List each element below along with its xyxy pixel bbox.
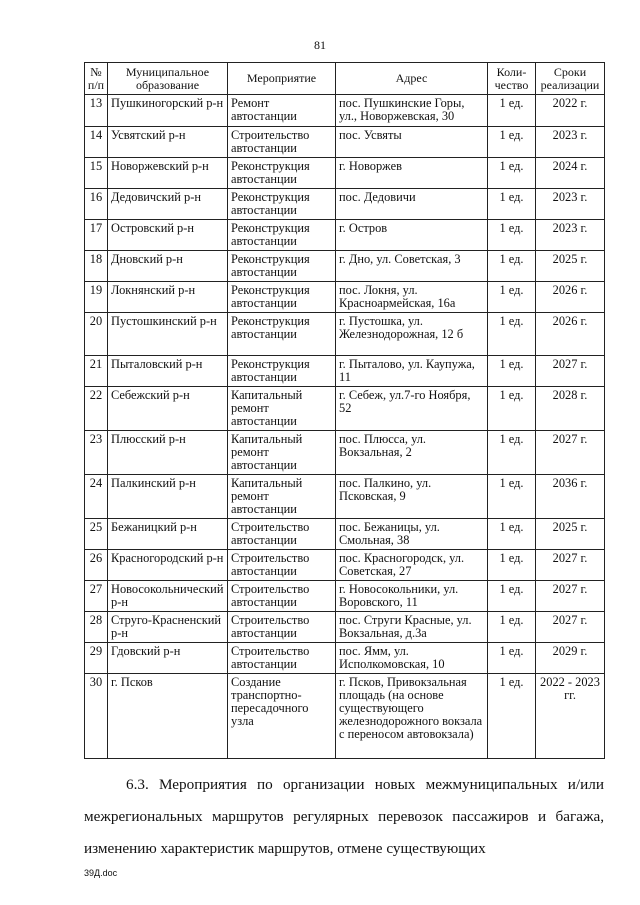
cell-event: Строительство автостанции bbox=[228, 550, 336, 581]
cell-period: 2023 г. bbox=[536, 189, 605, 220]
cell-event: Реконструкция автостанции bbox=[228, 282, 336, 313]
table-row bbox=[85, 95, 605, 127]
section-text bbox=[84, 769, 604, 865]
cell-num: 25 bbox=[85, 519, 108, 550]
cell-num: 30 bbox=[85, 674, 108, 759]
table-row bbox=[85, 356, 605, 387]
section-paragraph: 6.3. Мероприятия по организации новых межмуниципальных и/или межрегиональных маршрутов регулярных перевозок пассажиров и багажа, изменению характеристик маршрутов, отмене существующих bbox=[84, 776, 604, 857]
cell-municipality: Дедовичский р-н bbox=[108, 189, 228, 220]
cell-event: Реконструкция автостанции bbox=[228, 251, 336, 282]
cell-num: 20 bbox=[85, 313, 108, 356]
cell-quantity: 1 ед. bbox=[488, 251, 536, 282]
table-row bbox=[85, 431, 605, 475]
cell-num: 18 bbox=[85, 251, 108, 282]
cell-address: пос. Пушкинские Горы, ул., Новоржевская, 30 bbox=[336, 95, 488, 127]
cell-period: 2026 г. bbox=[536, 313, 605, 356]
cell-event: Строительство автостанции bbox=[228, 127, 336, 158]
cell-address: пос. Локня, ул. Красноармейская, 16а bbox=[336, 282, 488, 313]
cell-num: 22 bbox=[85, 387, 108, 431]
cell-quantity: 1 ед. bbox=[488, 550, 536, 581]
header-address: Адрес bbox=[336, 63, 488, 95]
table-row bbox=[85, 550, 605, 581]
cell-municipality: Дновский р-н bbox=[108, 251, 228, 282]
cell-period: 2023 г. bbox=[536, 127, 605, 158]
cell-quantity: 1 ед. bbox=[488, 220, 536, 251]
cell-period: 2025 г. bbox=[536, 519, 605, 550]
cell-quantity: 1 ед. bbox=[488, 431, 536, 475]
cell-municipality: Новоржевский р-н bbox=[108, 158, 228, 189]
cell-event: Строительство автостанции bbox=[228, 643, 336, 674]
cell-address: г. Дно, ул. Советская, 3 bbox=[336, 251, 488, 282]
table-row bbox=[85, 313, 605, 356]
cell-municipality: Себежский р-н bbox=[108, 387, 228, 431]
cell-quantity: 1 ед. bbox=[488, 643, 536, 674]
cell-address: пос. Струги Красные, ул. Вокзальная, д.3а bbox=[336, 612, 488, 643]
cell-num: 14 bbox=[85, 127, 108, 158]
cell-municipality: Локнянский р-н bbox=[108, 282, 228, 313]
cell-quantity: 1 ед. bbox=[488, 581, 536, 612]
cell-address: пос. Дедовичи bbox=[336, 189, 488, 220]
cell-period: 2028 г. bbox=[536, 387, 605, 431]
cell-num: 15 bbox=[85, 158, 108, 189]
header-event: Мероприятие bbox=[228, 63, 336, 95]
cell-municipality: Островский р-н bbox=[108, 220, 228, 251]
cell-quantity: 1 ед. bbox=[488, 356, 536, 387]
table-body bbox=[85, 95, 605, 759]
cell-address: г. Псков, Привокзальная площадь (на основе существующего железнодорожного вокзала с переносом автовокзала) bbox=[336, 674, 488, 759]
cell-event: Реконструкция автостанции bbox=[228, 220, 336, 251]
table-row bbox=[85, 127, 605, 158]
cell-municipality: Гдовский р-н bbox=[108, 643, 228, 674]
cell-num: 21 bbox=[85, 356, 108, 387]
table-row bbox=[85, 220, 605, 251]
cell-num: 24 bbox=[85, 475, 108, 519]
cell-event: Реконструкция автостанции bbox=[228, 189, 336, 220]
cell-address: пос. Ямм, ул. Исполкомовская, 10 bbox=[336, 643, 488, 674]
cell-quantity: 1 ед. bbox=[488, 612, 536, 643]
cell-event: Строительство автостанции bbox=[228, 519, 336, 550]
cell-event: Строительство автостанции bbox=[228, 581, 336, 612]
cell-quantity: 1 ед. bbox=[488, 313, 536, 356]
cell-event: Капитальный ремонт автостанции bbox=[228, 387, 336, 431]
cell-num: 23 bbox=[85, 431, 108, 475]
table-row bbox=[85, 475, 605, 519]
cell-period: 2027 г. bbox=[536, 550, 605, 581]
cell-address: пос. Бежаницы, ул. Смольная, 38 bbox=[336, 519, 488, 550]
cell-quantity: 1 ед. bbox=[488, 189, 536, 220]
cell-municipality: Струго-Красненский р-н bbox=[108, 612, 228, 643]
cell-event: Капитальный ремонт автостанции bbox=[228, 431, 336, 475]
cell-num: 26 bbox=[85, 550, 108, 581]
cell-num: 19 bbox=[85, 282, 108, 313]
cell-period: 2027 г. bbox=[536, 612, 605, 643]
cell-event: Капитальный ремонт автостанции bbox=[228, 475, 336, 519]
table-row bbox=[85, 158, 605, 189]
table-row bbox=[85, 519, 605, 550]
table-row bbox=[85, 581, 605, 612]
cell-address: пос. Усвяты bbox=[336, 127, 488, 158]
cell-period: 2029 г. bbox=[536, 643, 605, 674]
footer-filename: 39Д.doc bbox=[84, 868, 118, 878]
cell-municipality: Палкинский р-н bbox=[108, 475, 228, 519]
cell-period: 2027 г. bbox=[536, 581, 605, 612]
cell-municipality: Красногородский р-н bbox=[108, 550, 228, 581]
cell-quantity: 1 ед. bbox=[488, 127, 536, 158]
cell-quantity: 1 ед. bbox=[488, 674, 536, 759]
cell-quantity: 1 ед. bbox=[488, 475, 536, 519]
cell-event: Реконструкция автостанции bbox=[228, 158, 336, 189]
cell-period: 2022 г. bbox=[536, 95, 605, 127]
table-row bbox=[85, 387, 605, 431]
cell-address: г. Новосокольники, ул. Воровского, 11 bbox=[336, 581, 488, 612]
cell-municipality: Плюсский р-н bbox=[108, 431, 228, 475]
cell-event: Реконструкция автостанции bbox=[228, 356, 336, 387]
cell-period: 2022 - 2023 гг. bbox=[536, 674, 605, 759]
cell-event: Реконструкция автостанции bbox=[228, 313, 336, 356]
cell-municipality: г. Псков bbox=[108, 674, 228, 759]
cell-municipality: Новосокольнический р-н bbox=[108, 581, 228, 612]
table-row bbox=[85, 282, 605, 313]
cell-period: 2026 г. bbox=[536, 282, 605, 313]
cell-address: пос. Плюсса, ул. Вокзальная, 2 bbox=[336, 431, 488, 475]
cell-address: г. Остров bbox=[336, 220, 488, 251]
cell-num: 27 bbox=[85, 581, 108, 612]
cell-address: г. Новоржев bbox=[336, 158, 488, 189]
table-row bbox=[85, 643, 605, 674]
cell-address: г. Пустошка, ул. Железнодорожная, 12 б bbox=[336, 313, 488, 356]
page-number: 81 bbox=[314, 38, 326, 52]
cell-address: г. Себеж, ул.7-го Ноября, 52 bbox=[336, 387, 488, 431]
cell-num: 13 bbox=[85, 95, 108, 127]
table-row bbox=[85, 251, 605, 282]
header-num: № п/п bbox=[85, 63, 108, 95]
cell-address: пос. Палкино, ул. Псковская, 9 bbox=[336, 475, 488, 519]
cell-quantity: 1 ед. bbox=[488, 519, 536, 550]
cell-period: 2027 г. bbox=[536, 356, 605, 387]
cell-quantity: 1 ед. bbox=[488, 387, 536, 431]
cell-address: г. Пыталово, ул. Каупужа, 11 bbox=[336, 356, 488, 387]
header-period: Сроки реализации bbox=[536, 63, 605, 95]
cell-quantity: 1 ед. bbox=[488, 95, 536, 127]
bus-station-plan-table bbox=[84, 62, 605, 759]
cell-num: 16 bbox=[85, 189, 108, 220]
table-row bbox=[85, 189, 605, 220]
table-row bbox=[85, 674, 605, 759]
cell-period: 2025 г. bbox=[536, 251, 605, 282]
header-municipality: Муниципальное образование bbox=[108, 63, 228, 95]
cell-period: 2036 г. bbox=[536, 475, 605, 519]
cell-num: 29 bbox=[85, 643, 108, 674]
cell-period: 2024 г. bbox=[536, 158, 605, 189]
table-row bbox=[85, 612, 605, 643]
cell-quantity: 1 ед. bbox=[488, 158, 536, 189]
cell-period: 2023 г. bbox=[536, 220, 605, 251]
cell-municipality: Пушкиногорский р-н bbox=[108, 95, 228, 127]
cell-municipality: Пустошкинский р-н bbox=[108, 313, 228, 356]
cell-num: 28 bbox=[85, 612, 108, 643]
cell-event: Создание транспортно-пересадочного узла bbox=[228, 674, 336, 759]
cell-num: 17 bbox=[85, 220, 108, 251]
cell-municipality: Пыталовский р-н bbox=[108, 356, 228, 387]
header-quantity: Коли-чество bbox=[488, 63, 536, 95]
cell-address: пос. Красногородск, ул. Советская, 27 bbox=[336, 550, 488, 581]
cell-quantity: 1 ед. bbox=[488, 282, 536, 313]
cell-municipality: Усвятский р-н bbox=[108, 127, 228, 158]
cell-event: Ремонт автостанции bbox=[228, 95, 336, 127]
cell-municipality: Бежаницкий р-н bbox=[108, 519, 228, 550]
cell-period: 2027 г. bbox=[536, 431, 605, 475]
table-header-row bbox=[85, 63, 605, 95]
cell-event: Строительство автостанции bbox=[228, 612, 336, 643]
